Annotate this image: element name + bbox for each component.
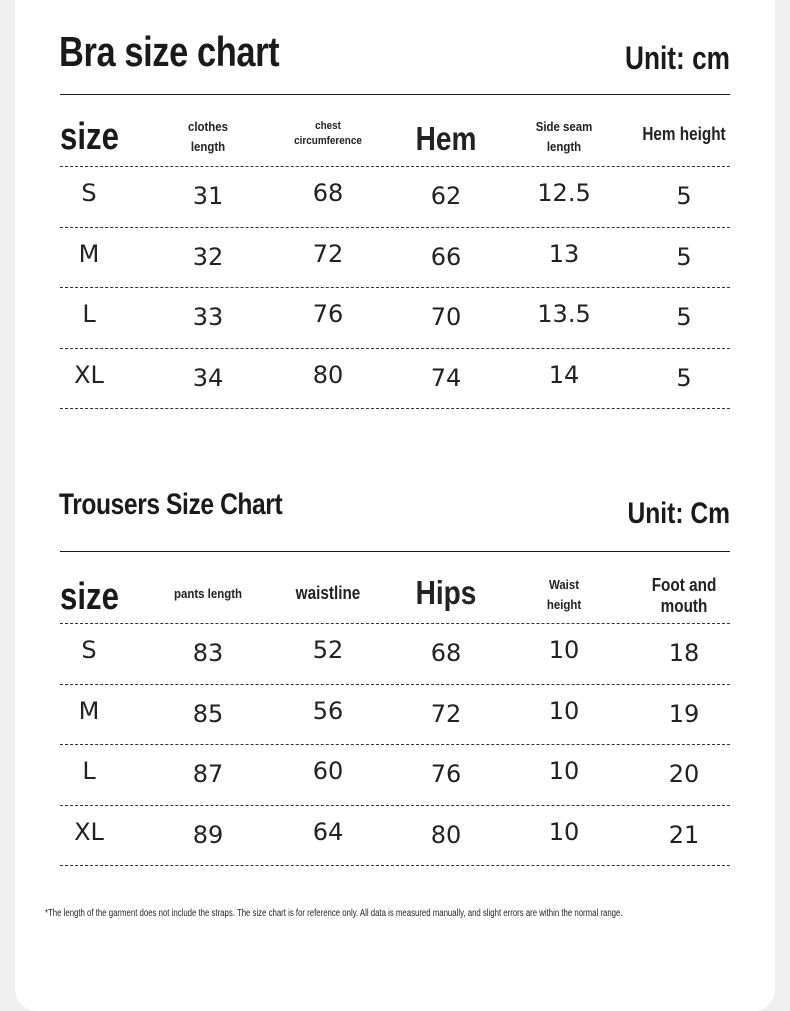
bra-chart-title: Bra size chart (59, 28, 280, 75)
trousers-cell-r1-c4: 10 (548, 696, 580, 725)
bra-cell-r3-c3: 74 (430, 363, 462, 392)
trousers-row-divider (60, 865, 730, 866)
trousers-cell-r1-c5: 19 (668, 699, 700, 728)
trousers-row-divider (60, 684, 730, 685)
trousers-cell-r1-c2: 56 (312, 696, 344, 725)
trousers-cell-r3-c2: 64 (312, 817, 344, 846)
bra-header-divider (60, 166, 730, 167)
bra-header-2: chest circumference (294, 120, 362, 147)
bra-cell-r3-c4: 14 (548, 360, 580, 389)
bra-cell-r2-c1: 33 (192, 303, 224, 332)
trousers-cell-r2-c0: L (82, 757, 96, 786)
bra-header-4: Side seam length (535, 119, 593, 154)
bra-header-3: Hem (415, 120, 477, 157)
footnote: *The length of the garment does not include the straps. The size chart is for reference only. All data is measured manually, and slight errors are within the normal range. (45, 908, 623, 919)
trousers-header-4: Waist height (546, 577, 582, 612)
bra-cell-r0-c1: 31 (192, 182, 224, 211)
bra-cell-r3-c2: 80 (312, 360, 344, 389)
trousers-cell-r0-c2: 52 (312, 636, 344, 665)
bra-cell-r2-c3: 70 (430, 303, 462, 332)
trousers-cell-r2-c1: 87 (192, 760, 224, 789)
trousers-header-rule (60, 551, 730, 552)
trousers-header-3: Hips (415, 574, 477, 611)
bra-cell-r3-c1: 34 (192, 363, 224, 392)
trousers-cell-r3-c4: 10 (548, 817, 580, 846)
bra-cell-r1-c2: 72 (312, 239, 344, 268)
bra-cell-r1-c1: 32 (192, 242, 224, 271)
bra-row-divider (60, 348, 730, 349)
bra-unit-label: Unit: cm (625, 40, 730, 76)
bra-cell-r0-c2: 68 (312, 179, 344, 208)
bra-cell-r0-c5: 5 (676, 182, 692, 211)
trousers-row-divider (60, 744, 730, 745)
trousers-cell-r2-c2: 60 (312, 757, 344, 786)
trousers-cell-r0-c3: 68 (430, 639, 462, 668)
trousers-cell-r3-c1: 89 (192, 820, 224, 849)
bra-cell-r1-c4: 13 (548, 239, 580, 268)
bra-cell-r3-c5: 5 (676, 363, 692, 392)
bra-header-1: clothes length (187, 119, 229, 154)
trousers-chart-title: Trousers Size Chart (59, 488, 283, 521)
bra-cell-r1-c0: M (78, 239, 100, 268)
bra-cell-r2-c5: 5 (676, 303, 692, 332)
bra-cell-r1-c3: 66 (430, 242, 462, 271)
trousers-cell-r1-c1: 85 (192, 699, 224, 728)
bra-row-divider (60, 408, 730, 409)
trousers-header-5: Foot and mouth (651, 575, 717, 616)
bra-row-divider (60, 287, 730, 288)
trousers-header-0: size (60, 576, 119, 618)
trousers-cell-r1-c3: 72 (430, 699, 462, 728)
trousers-row-divider (60, 805, 730, 806)
bra-header-5: Hem height (642, 124, 726, 144)
bra-cell-r0-c0: S (81, 179, 97, 208)
trousers-cell-r3-c0: XL (74, 817, 104, 846)
bra-cell-r0-c3: 62 (430, 182, 462, 211)
trousers-cell-r3-c5: 21 (668, 820, 700, 849)
bra-cell-r2-c4: 13.5 (537, 300, 591, 329)
bra-cell-r3-c0: XL (74, 360, 104, 389)
trousers-cell-r0-c4: 10 (548, 636, 580, 665)
bra-header-rule (60, 94, 730, 95)
bra-cell-r2-c0: L (82, 300, 96, 329)
bra-row-divider (60, 227, 730, 228)
trousers-cell-r1-c0: M (78, 696, 100, 725)
trousers-cell-r2-c5: 20 (668, 760, 700, 789)
trousers-cell-r3-c3: 80 (430, 820, 462, 849)
trousers-header-divider (60, 623, 730, 624)
trousers-header-1: pants length (173, 586, 243, 601)
trousers-cell-r0-c0: S (81, 636, 97, 665)
bra-cell-r1-c5: 5 (676, 242, 692, 271)
trousers-unit-label: Unit: Cm (627, 497, 730, 530)
bra-header-0: size (60, 116, 119, 158)
trousers-cell-r2-c4: 10 (548, 757, 580, 786)
trousers-cell-r0-c1: 83 (192, 639, 224, 668)
trousers-header-2: waistline (295, 583, 361, 603)
trousers-cell-r0-c5: 18 (668, 639, 700, 668)
bra-cell-r0-c4: 12.5 (537, 179, 591, 208)
bra-cell-r2-c2: 76 (312, 300, 344, 329)
trousers-cell-r2-c3: 76 (430, 760, 462, 789)
